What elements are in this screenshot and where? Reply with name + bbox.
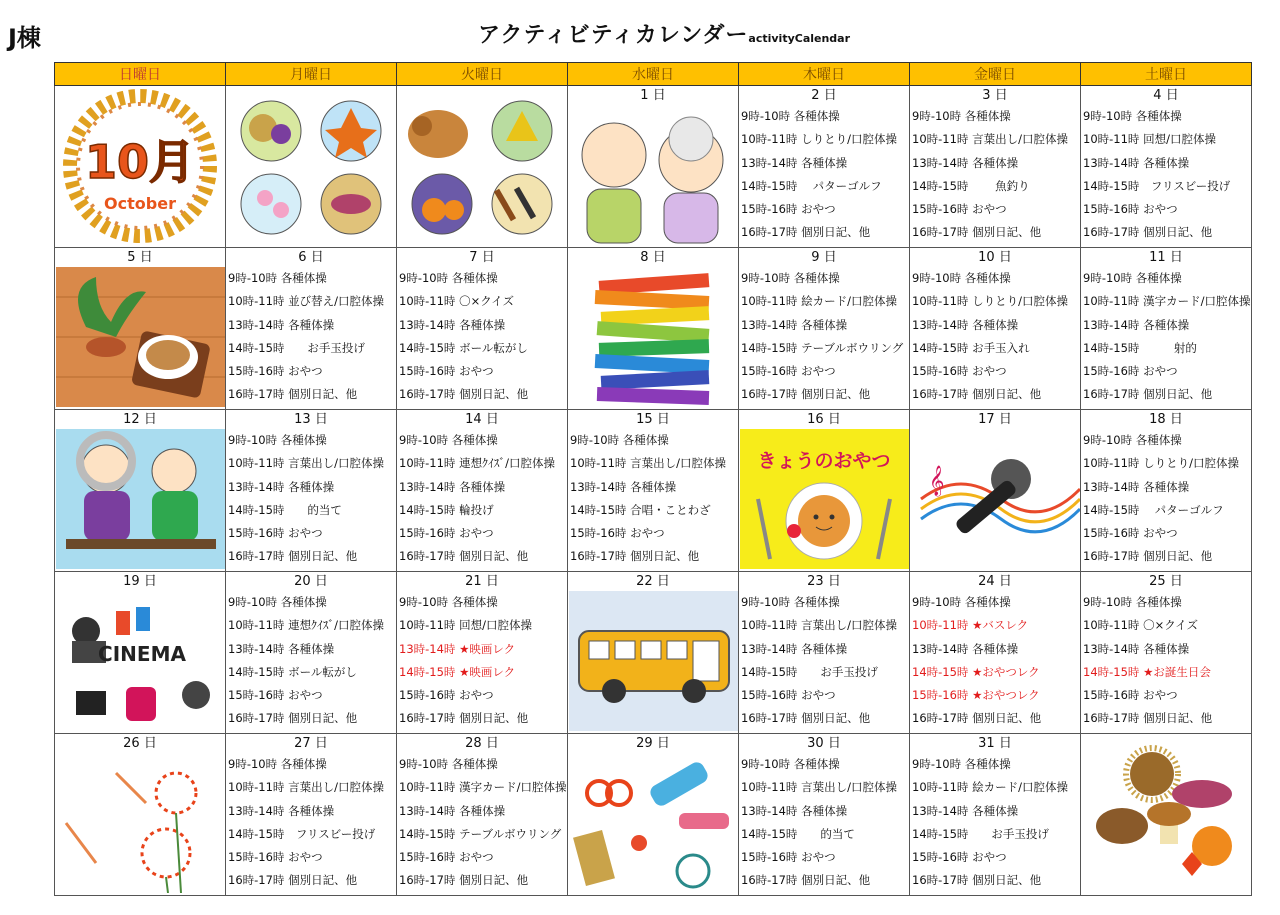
title-main: アクティビティカレンダー <box>478 23 749 48</box>
activity-line: 15時-16時 おやつ <box>228 364 323 379</box>
cell-day-3 <box>910 86 1081 248</box>
activity-line-highlight: 15時-16時 ★おやつレク <box>912 688 1040 703</box>
activity-line: 16時-17時 個別日記、他 <box>399 549 529 564</box>
snack-caption: きょうのおやつ <box>756 450 891 472</box>
activity-line: 16時-17時 個別日記、他 <box>399 873 529 888</box>
activity-line: 9時-10時 各種体操 <box>1083 109 1182 123</box>
activity-line: 10時-11時 絵カード/口腔体操 <box>741 294 897 309</box>
activity-line: 13時-14時 各種体操 <box>912 803 1019 818</box>
snack-pancake-illustration <box>740 429 909 569</box>
cell-day-12 <box>55 410 226 572</box>
activity-line: 14時-15時 フリスビー投げ <box>228 826 376 841</box>
week-row-4 <box>55 572 1252 734</box>
cell-day-4 <box>1081 86 1252 248</box>
activity-line: 14時-15時 輪投げ <box>399 502 494 517</box>
activity-line: 15時-16時 おやつ <box>741 202 836 217</box>
activity-line: 13時-14時 各種体操 <box>912 155 1019 170</box>
title-subtitle: activityCalendar <box>748 32 851 45</box>
cell-day-31 <box>910 734 1081 896</box>
activity-line: 9時-10時 各種体操 <box>570 433 669 447</box>
activity-line: 14時-15時 的当て <box>228 502 342 517</box>
activity-line: 15時-16時 おやつ <box>741 850 836 865</box>
cell-day-24 <box>910 572 1081 734</box>
activity-line: 15時-16時 おやつ <box>912 364 1007 379</box>
activity-line: 9時-10時 各種体操 <box>399 271 498 285</box>
day-number: 21 日 <box>465 574 499 589</box>
weekday-sat: 土曜日 <box>1081 63 1252 86</box>
cell-day-11 <box>1081 248 1252 410</box>
activity-line: 16時-17時 個別日記、他 <box>399 711 529 726</box>
cell-autumn-items <box>397 86 568 248</box>
day-number: 13 日 <box>294 412 328 427</box>
cell-day-29 <box>568 734 739 896</box>
activity-line: 15時-16時 おやつ <box>399 850 494 865</box>
activity-line: 16時-17時 個別日記、他 <box>570 549 700 564</box>
cell-day-1 <box>568 86 739 248</box>
activity-line-highlight: 14時-15時 ★おやつレク <box>912 664 1040 679</box>
activity-line: 15時-16時 おやつ <box>399 364 494 379</box>
activity-line: 15時-16時 おやつ <box>912 850 1007 865</box>
day-number: 17 日 <box>978 412 1012 427</box>
day-number: 23 日 <box>807 574 841 589</box>
day-number: 4 日 <box>1153 88 1179 103</box>
month-badge-illustration <box>56 86 225 246</box>
bus-illustration <box>569 591 738 731</box>
activity-line: 13時-14時 各種体操 <box>741 641 848 656</box>
cell-day-5 <box>55 248 226 410</box>
cell-day-16 <box>739 410 910 572</box>
activity-line: 13時-14時 各種体操 <box>1083 479 1190 494</box>
cell-day-13 <box>226 410 397 572</box>
cell-day-8 <box>568 248 739 410</box>
activity-line-highlight: 14時-15時 ★映画レク <box>399 664 516 679</box>
day-number: 24 日 <box>978 574 1012 589</box>
day-number: 16 日 <box>807 412 841 427</box>
activity-line: 13時-14時 各種体操 <box>399 803 506 818</box>
activity-line: 14時-15時 射的 <box>1083 340 1197 355</box>
weekday-tue: 火曜日 <box>397 63 568 86</box>
day-number: 1 日 <box>640 88 666 103</box>
cell-day-21 <box>397 572 568 734</box>
day-number: 9 日 <box>811 250 837 265</box>
activity-line: 13時-14時 各種体操 <box>228 803 335 818</box>
activity-line: 9時-10時 各種体操 <box>228 757 327 771</box>
activity-line: 10時-11時 連想ｸｲｽﾞ/口腔体操 <box>399 456 555 471</box>
day-number: 29 日 <box>636 736 670 751</box>
activity-line: 13時-14時 各種体操 <box>228 479 335 494</box>
day-number: 3 日 <box>982 88 1008 103</box>
activity-line: 16時-17時 個別日記、他 <box>741 387 871 402</box>
activity-line: 10時-11時 言葉出し/口腔体操 <box>912 132 1068 147</box>
craft-supplies-illustration <box>569 753 738 893</box>
activity-line: 14時-15時 お手玉入れ <box>912 340 1030 355</box>
weekday-header-row <box>55 63 1252 86</box>
activity-line: 10時-11時 しりとり/口腔体操 <box>1083 456 1239 471</box>
month-english: October <box>103 194 176 213</box>
cell-day-26 <box>55 734 226 896</box>
activity-line: 13時-14時 各種体操 <box>228 641 335 656</box>
cell-day-20 <box>226 572 397 734</box>
day-number: 26 日 <box>123 736 157 751</box>
activity-line: 16時-17時 個別日記、他 <box>1083 387 1213 402</box>
cell-day-27 <box>226 734 397 896</box>
cell-autumn-fruits <box>226 86 397 248</box>
activity-line: 16時-17時 個別日記、他 <box>228 711 358 726</box>
activity-line: 10時-11時 回想/口腔体操 <box>1083 132 1216 147</box>
cell-day-15 <box>568 410 739 572</box>
activity-line: 10時-11時 絵カード/口腔体操 <box>912 780 1068 795</box>
activity-line: 16時-17時 個別日記、他 <box>228 549 358 564</box>
activity-line: 13時-14時 各種体操 <box>741 155 848 170</box>
activity-line: 15時-16時 おやつ <box>1083 364 1178 379</box>
activity-line: 10時-11時 連想ｸｲｽﾞ/口腔体操 <box>228 618 384 633</box>
activity-line: 15時-16時 おやつ <box>399 526 494 541</box>
activity-line: 9時-10時 各種体操 <box>741 595 840 609</box>
day-number: 31 日 <box>978 736 1012 751</box>
cell-month-badge <box>55 86 226 248</box>
autumn-fruits-illustration <box>227 86 396 246</box>
activity-line: 14時-15時 テーブルボウリング <box>741 340 904 355</box>
day-number: 18 日 <box>1149 412 1183 427</box>
cell-day-22 <box>568 572 739 734</box>
activity-line: 14時-15時 的当て <box>741 826 855 841</box>
dragonfly-flowers-illustration <box>56 753 225 893</box>
activity-line: 9時-10時 各種体操 <box>741 109 840 123</box>
activity-line: 10時-11時 並び替え/口腔体操 <box>228 294 384 309</box>
activity-line: 14時-15時 ボール転がし <box>228 664 357 679</box>
activity-line: 13時-14時 各種体操 <box>570 479 677 494</box>
activity-line: 10時-11時 しりとり/口腔体操 <box>741 132 897 147</box>
activity-line: 16時-17時 個別日記、他 <box>1083 225 1213 240</box>
activity-line: 9時-10時 各種体操 <box>228 433 327 447</box>
activity-line: 10時-11時 漢字カード/口腔体操 <box>1083 294 1251 309</box>
activity-line: 10時-11時 しりとり/口腔体操 <box>912 294 1068 309</box>
weekday-sun: 日曜日 <box>55 63 226 86</box>
activity-line: 9時-10時 各種体操 <box>1083 433 1182 447</box>
cell-day-6 <box>226 248 397 410</box>
cell-autumn-harvest <box>1081 734 1252 896</box>
activity-line: 9時-10時 各種体操 <box>912 595 1011 609</box>
day-number: 5 日 <box>127 250 153 265</box>
cinema-text: CINEMA <box>97 642 186 666</box>
day-number: 19 日 <box>123 574 157 589</box>
activity-line: 16時-17時 個別日記、他 <box>912 873 1042 888</box>
activity-line: 15時-16時 おやつ <box>1083 202 1178 217</box>
cell-day-7 <box>397 248 568 410</box>
day-number: 6 日 <box>298 250 324 265</box>
day-number: 22 日 <box>636 574 670 589</box>
activity-line: 13時-14時 各種体操 <box>912 641 1019 656</box>
activity-line: 13時-14時 各種体操 <box>912 317 1019 332</box>
activity-line: 10時-11時 言葉出し/口腔体操 <box>741 618 897 633</box>
activity-line: 9時-10時 各種体操 <box>741 271 840 285</box>
activity-line: 16時-17時 個別日記、他 <box>399 387 529 402</box>
cell-day-14 <box>397 410 568 572</box>
month-number: 10月 <box>84 135 195 189</box>
autumn-harvest-illustration <box>1082 734 1251 894</box>
weekday-wed: 水曜日 <box>568 63 739 86</box>
activity-line: 9時-10時 各種体操 <box>228 595 327 609</box>
activity-line: 13時-14時 各種体操 <box>741 803 848 818</box>
activity-line: 13時-14時 各種体操 <box>399 317 506 332</box>
activity-line: 10時-11時 言葉出し/口腔体操 <box>228 780 384 795</box>
calendar-grid <box>54 62 1252 896</box>
weekday-thu: 木曜日 <box>739 63 910 86</box>
activity-line: 16時-17時 個別日記、他 <box>741 711 871 726</box>
activity-line: 14時-15時 フリスビー投げ <box>1083 178 1231 193</box>
activity-line: 10時-11時 〇×クイズ <box>1083 618 1199 633</box>
activity-line-highlight: 10時-11時 ★バスレク <box>912 618 1029 633</box>
activity-line: 15時-16時 おやつ <box>228 688 323 703</box>
activity-line: 15時-16時 おやつ <box>912 202 1007 217</box>
activity-line: 14時-15時 パターゴルフ <box>1083 502 1224 517</box>
weekday-fri: 金曜日 <box>910 63 1081 86</box>
activity-line: 9時-10時 各種体操 <box>399 595 498 609</box>
activity-line: 9時-10時 各種体操 <box>741 757 840 771</box>
activity-line: 14時-15時 お手玉投げ <box>228 340 365 355</box>
activity-line: 9時-10時 各種体操 <box>912 271 1011 285</box>
activity-line: 9時-10時 各種体操 <box>1083 595 1182 609</box>
activity-line: 14時-15時 合唱・ことわざ <box>570 502 711 517</box>
week-row-1 <box>55 86 1252 248</box>
week-row-2 <box>55 248 1252 410</box>
activity-line: 13時-14時 各種体操 <box>741 317 848 332</box>
activity-line: 9時-10時 各種体操 <box>399 757 498 771</box>
activity-line: 15時-16時 おやつ <box>741 688 836 703</box>
activity-line: 15時-16時 おやつ <box>570 526 665 541</box>
activity-line: 9時-10時 各種体操 <box>1083 271 1182 285</box>
activity-line: 13時-14時 各種体操 <box>399 479 506 494</box>
seniors-sitting-illustration <box>56 429 225 569</box>
activity-line-highlight: 13時-14時 ★映画レク <box>399 641 516 656</box>
day-number: 2 日 <box>811 88 837 103</box>
activity-line: 10時-11時 言葉出し/口腔体操 <box>741 780 897 795</box>
cell-day-2 <box>739 86 910 248</box>
activity-line: 10時-11時 言葉出し/口腔体操 <box>570 456 726 471</box>
activity-line: 15時-16時 おやつ <box>1083 526 1178 541</box>
activity-line: 16時-17時 個別日記、他 <box>741 225 871 240</box>
activity-line: 16時-17時 個別日記、他 <box>741 873 871 888</box>
activity-line: 14時-15時 ボール転がし <box>399 340 528 355</box>
activity-line: 13時-14時 各種体操 <box>1083 155 1190 170</box>
building-label: J棟 <box>8 24 41 52</box>
cell-day-10 <box>910 248 1081 410</box>
activity-line: 13時-14時 各種体操 <box>1083 317 1190 332</box>
activity-line: 16時-17時 個別日記、他 <box>228 387 358 402</box>
day-number: 20 日 <box>294 574 328 589</box>
activity-line: 15時-16時 おやつ <box>228 526 323 541</box>
activity-line: 10時-11時 漢字カード/口腔体操 <box>399 780 567 795</box>
activity-line: 16時-17時 個別日記、他 <box>228 873 358 888</box>
cell-day-23 <box>739 572 910 734</box>
activity-line: 9時-10時 各種体操 <box>228 271 327 285</box>
day-number: 28 日 <box>465 736 499 751</box>
activity-line: 16時-17時 個別日記、他 <box>1083 549 1213 564</box>
activity-line: 16時-17時 個別日記、他 <box>912 387 1042 402</box>
activity-line: 9時-10時 各種体操 <box>912 757 1011 771</box>
activity-line: 14時-15時 パターゴルフ <box>741 178 882 193</box>
cell-day-28 <box>397 734 568 896</box>
activity-line: 16時-17時 個別日記、他 <box>912 225 1042 240</box>
day-number: 27 日 <box>294 736 328 751</box>
weekday-mon: 月曜日 <box>226 63 397 86</box>
activity-line: 13時-14時 各種体操 <box>1083 641 1190 656</box>
activity-line: 14時-15時 テーブルボウリング <box>399 826 562 841</box>
day-number: 11 日 <box>1149 250 1183 265</box>
day-number: 25 日 <box>1149 574 1183 589</box>
activity-line: 10時-11時 言葉出し/口腔体操 <box>228 456 384 471</box>
activity-line: 16時-17時 個別日記、他 <box>1083 711 1213 726</box>
day-number: 8 日 <box>640 250 666 265</box>
page-title <box>478 18 850 49</box>
exercise-illustration <box>569 105 738 245</box>
activity-line: 15時-16時 おやつ <box>228 850 323 865</box>
activity-line: 14時-15時 お手玉投げ <box>741 664 878 679</box>
coffee-plant-illustration <box>56 267 225 407</box>
cinema-illustration <box>56 591 225 731</box>
activity-line: 14時-15時 お手玉投げ <box>912 826 1049 841</box>
books-stack-illustration <box>569 267 738 407</box>
cell-day-25 <box>1081 572 1252 734</box>
cell-day-9 <box>739 248 910 410</box>
cell-day-19 <box>55 572 226 734</box>
cell-day-17 <box>910 410 1081 572</box>
treble-clef-icon: 𝄞 <box>928 466 944 496</box>
activity-line: 10時-11時 〇×クイズ <box>399 294 515 309</box>
activity-line: 14時-15時 魚釣り <box>912 178 1030 193</box>
day-number: 14 日 <box>465 412 499 427</box>
cell-day-18 <box>1081 410 1252 572</box>
microphone-music-illustration <box>911 429 1080 569</box>
day-number: 30 日 <box>807 736 841 751</box>
day-number: 12 日 <box>123 412 157 427</box>
activity-line: 10時-11時 回想/口腔体操 <box>399 618 532 633</box>
autumn-items-illustration <box>398 86 567 246</box>
week-row-5 <box>55 734 1252 896</box>
activity-line: 13時-14時 各種体操 <box>228 317 335 332</box>
day-number: 7 日 <box>469 250 495 265</box>
activity-line: 15時-16時 おやつ <box>399 688 494 703</box>
activity-line: 15時-16時 おやつ <box>741 364 836 379</box>
day-number: 15 日 <box>636 412 670 427</box>
activity-line: 15時-16時 おやつ <box>1083 688 1178 703</box>
week-row-3 <box>55 410 1252 572</box>
day-number: 10 日 <box>978 250 1012 265</box>
cell-day-30 <box>739 734 910 896</box>
activity-line-highlight: 14時-15時 ★お誕生日会 <box>1083 664 1211 679</box>
activity-line: 16時-17時 個別日記、他 <box>912 711 1042 726</box>
activity-line: 9時-10時 各種体操 <box>912 109 1011 123</box>
activity-line: 9時-10時 各種体操 <box>399 433 498 447</box>
